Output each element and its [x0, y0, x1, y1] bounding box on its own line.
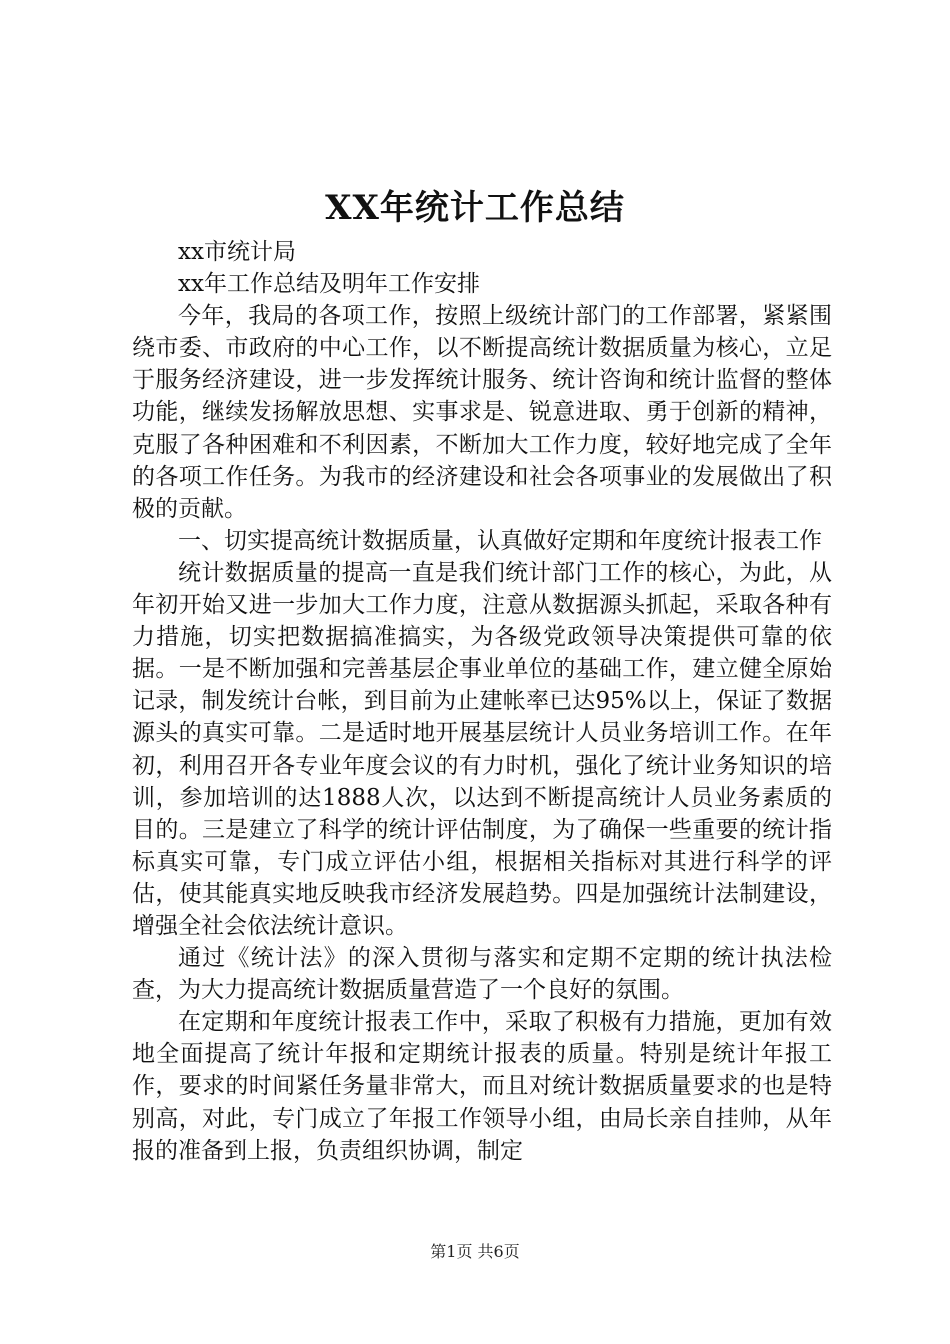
- paragraph-subtitle: xx年工作总结及明年工作安排: [178, 271, 480, 298]
- paragraph-intro: 今年，我局的各项工作，按照上级统计部门的工作部署，紧紧围绕市委、市政府的中心工作，以不断提高统计数据质量为核心，立足于服务经济建设，进一步发挥统计服务、统计咨询和统计监督的整体功能，继续发扬解放思想、实事求是、锐意进取、勇于创新的精神，克服了各种困难和不利因素，不断加大工作力度，较好地完成了全年的各项工作任务。为我市的经济建设和社会各项事业的发展做出了积极的贡献。: [132, 303, 832, 522]
- paragraph-data-quality: 统计数据质量的提高一直是我们统计部门工作的核心，为此，从年初开始又进一步加大工作力度，注意从数据源头抓起，采取各种有力措施，切实把数据搞准搞实，为各级党政领导决策提供可靠的依据。一是不断加强和完善基层企事业单位的基础工作，建立健全原始记录，制发统计台帐，到目前为止建帐率已达95%以上，保证了数据源头的真实可靠。二是适时地开展基层统计人员业务培训工作。在年初，利用召开各专业年度会议的有力时机，强化了统计业务知识的培训，参加培训的达1888人次，以达到不断提高统计人员业务素质的目的。三是建立了科学的统计评估制度，为了确保一些重要的统计指标真实可靠，专门成立评估小组，根据相关指标对其进行科学的评估，使其能真实地反映我市经济发展趋势。四是加强统计法制建设，增强全社会依法统计意识。: [132, 559, 832, 939]
- paragraph-author: xx市统计局: [178, 239, 296, 265]
- paragraph-statistics-law: 通过《统计法》的深入贯彻与落实和定期不定期的统计执法检查，为大力提高统计数据质量营造了一个良好的氛围。: [132, 945, 832, 1004]
- paragraph-annual-reports: 在定期和年度统计报表工作中，采取了积极有力措施，更加有效地全面提高了统计年报和定期统计报表的质量。特别是统计年报工作，要求的时间紧任务量非常大，而且对统计数据质量要求的也是特别高，对此，专门成立了年报工作领导小组，由局长亲自挂帅，从年报的准备到上报，负责组织协调，制定: [132, 1009, 832, 1164]
- document-body: [132, 236, 832, 1167]
- document-title: XX年统计工作总结: [325, 188, 625, 228]
- page-indicator: 第1页 共6页: [430, 1242, 520, 1261]
- section-heading-1: 一、切实提高统计数据质量，认真做好定期和年度统计报表工作: [178, 527, 822, 554]
